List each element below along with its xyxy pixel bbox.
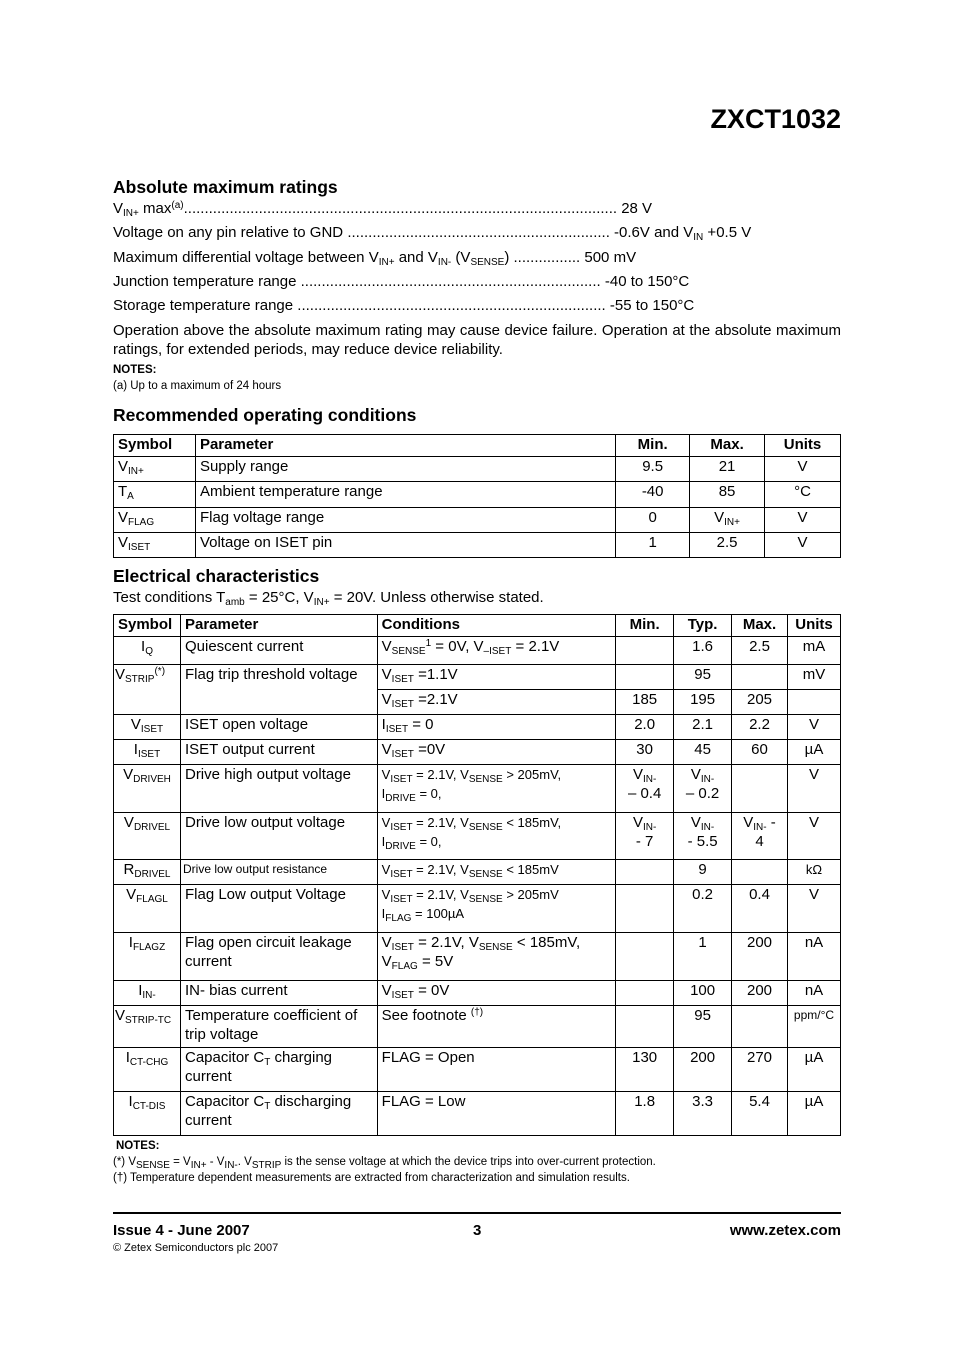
max-cell: 2.5: [732, 637, 788, 665]
amr-heading: Absolute maximum ratings: [113, 177, 338, 197]
conditions-cell: $V_{ISET} = 2.1V$, $V_{SENSE} < 185mV$, $I_{DRIVE} = 0$,: [377, 813, 616, 860]
symbol-cell: $I_{FLAGZ}$: [114, 933, 181, 981]
symbol-cell: $V_{FLAGL}$: [114, 885, 181, 933]
conditions-cell: $V_{ISET} = 2.1V$, $V_{SENSE} < 185mV$: [377, 860, 616, 885]
units-cell: nA: [788, 933, 841, 981]
parameter-cell: Ambient temperature range: [195, 482, 615, 508]
parameter-cell: Voltage on ISET pin: [195, 533, 615, 558]
max-cell: 200: [732, 933, 788, 981]
max-cell: [732, 765, 788, 813]
units-cell: ppm/°C: [788, 1006, 841, 1048]
col-header-min: Min.: [616, 615, 674, 637]
symbol-cell: $V_{IN+}$: [114, 457, 196, 482]
min-cell: [616, 933, 674, 981]
units-cell: mV: [788, 665, 841, 690]
max-cell: 0.4: [732, 885, 788, 933]
min-cell: 1: [616, 533, 690, 558]
min-cell: [616, 1006, 674, 1048]
col-header-units: Units: [788, 615, 841, 637]
col-header-symbol: Symbol: [114, 435, 196, 457]
max-cell: $V_{IN+}$: [690, 508, 765, 533]
conditions-cell: See footnote (†): [377, 1006, 616, 1048]
max-cell: 60: [732, 740, 788, 765]
symbol-cell: $I_Q$: [114, 637, 181, 665]
parameter-cell: Flag trip threshold voltage: [180, 665, 377, 715]
units-cell: V: [765, 533, 841, 558]
parameter-cell: Capacitor $C_T$ discharging current: [180, 1092, 377, 1136]
units-cell: nA: [788, 981, 841, 1006]
max-cell: 21: [690, 457, 765, 482]
typ-cell: 45: [674, 740, 732, 765]
table-row: [114, 508, 841, 533]
conditions-cell: $V_{ISET} = 2.1V$, $V_{SENSE} > 205mV$, $I_{DRIVE} = 0$,: [377, 765, 616, 813]
conditions-cell: $V_{ISET} =0V$: [377, 740, 616, 765]
footer-copyright: © Zetex Semiconductors plc 2007: [113, 1242, 279, 1254]
min-cell: -40: [616, 482, 690, 508]
table-row: [114, 1092, 841, 1136]
max-cell: 200: [732, 981, 788, 1006]
conditions-cell: $V_{ISET} = 2.1V$, $V_{SENSE} < 185mV$, $V_{FLAG} = 5V$: [377, 933, 616, 981]
col-header-typ: Typ.: [674, 615, 732, 637]
footer-issue: Issue 4 - June 2007: [113, 1222, 250, 1239]
parameter-cell: Quiescent current: [180, 637, 377, 665]
typ-cell: 1.6: [674, 637, 732, 665]
max-cell: [732, 665, 788, 690]
units-cell: kΩ: [788, 860, 841, 885]
parameter-cell: Flag Low output Voltage: [180, 885, 377, 933]
symbol-cell: $I_{CT-DIS}$: [114, 1092, 181, 1136]
parameter-cell: Flag open circuit leakage current: [180, 933, 377, 981]
parameter-cell: Temperature coefficient of trip voltage: [180, 1006, 377, 1048]
max-cell: 205: [732, 690, 788, 715]
units-cell: V: [788, 765, 841, 813]
conditions-cell: FLAG = Low: [377, 1092, 616, 1136]
min-cell: [616, 885, 674, 933]
ec-notes-heading: NOTES:: [116, 1140, 160, 1152]
conditions-cell: $V_{ISET} =1.1V$: [377, 665, 616, 690]
max-cell: 2.5: [690, 533, 765, 558]
col-header-max: Max.: [690, 435, 765, 457]
min-cell: 30: [616, 740, 674, 765]
units-cell: V: [765, 457, 841, 482]
amr-row-storage-temp: Storage temperature range .......................................................................... -55 to 150°C: [113, 297, 695, 314]
parameter-cell: ISET output current: [180, 740, 377, 765]
conditions-cell: $V_{ISET} = 0V$: [377, 981, 616, 1006]
typ-cell: $V_{IN-}$ – 0.2: [674, 765, 732, 813]
symbol-cell: $V_{DRIVEL}$: [114, 813, 181, 860]
min-cell: 9.5: [616, 457, 690, 482]
amr-row-diff-voltage: Maximum differential voltage between $V_{IN+}$ and $V_{IN-}$ $(V_{SENSE})$ ................ 500 mV: [113, 249, 637, 268]
conditions-cell: $V_{ISET} =2.1V$: [377, 690, 616, 715]
symbol-cell: $V_{STRIP}^{(*)}$: [114, 665, 181, 715]
footer-website-link[interactable]: www.zetex.com: [729, 1222, 841, 1239]
units-cell: [788, 690, 841, 715]
typ-cell: 9: [674, 860, 732, 885]
table-header-row: [114, 435, 841, 457]
typ-cell: 95: [674, 665, 732, 690]
table-row: [114, 765, 841, 813]
max-cell: 5.4: [732, 1092, 788, 1136]
parameter-cell: Capacitor $C_T$ charging current: [180, 1048, 377, 1092]
col-header-parameter: Parameter: [180, 615, 377, 637]
max-cell: 85: [690, 482, 765, 508]
min-cell: [616, 637, 674, 665]
parameter-cell: IN- bias current: [180, 981, 377, 1006]
symbol-cell: $V_{DRIVEH}$: [114, 765, 181, 813]
ec-table: [113, 614, 841, 1136]
table-row: [114, 885, 841, 933]
table-row: [114, 1048, 841, 1092]
max-cell: [732, 860, 788, 885]
col-header-conditions: Conditions: [377, 615, 616, 637]
typ-cell: 1: [674, 933, 732, 981]
footer-page-number: 3: [473, 1222, 482, 1239]
parameter-cell: Drive low output resistance: [180, 860, 377, 885]
footer-divider: [113, 1212, 841, 1214]
page-title: ZXCT1032: [710, 104, 841, 134]
symbol-cell: $V_{ISET}$: [114, 533, 196, 558]
table-row: [114, 482, 841, 508]
ec-note-star: (*) $V_{SENSE} = V_{IN+} - V_{IN-}$. $V_{STRIP}$ is the sense voltage at which the device trips into over-current protection.: [113, 1156, 656, 1171]
amr-row-vin-max: $V_{IN+}$ $\max^{(a)}$........................................................................................................ 28 V: [113, 200, 653, 219]
amr-row-pin-voltage: Voltage on any pin relative to GND ............................................................... -0.6V and $V_{IN} +0.5$ V: [113, 224, 752, 243]
symbol-cell: $V_{STRIP-TC}$: [114, 1006, 181, 1048]
units-cell: °C: [765, 482, 841, 508]
table-header-row: [114, 615, 841, 637]
units-cell: µA: [788, 740, 841, 765]
col-header-symbol: Symbol: [114, 615, 181, 637]
amr-notes-heading: NOTES:: [113, 364, 157, 376]
table-row: [114, 715, 841, 740]
symbol-cell: $T_A$: [114, 482, 196, 508]
col-header-parameter: Parameter: [195, 435, 615, 457]
table-row: [114, 860, 841, 885]
col-header-min: Min.: [616, 435, 690, 457]
min-cell: $V_{IN-}$ - 7: [616, 813, 674, 860]
col-header-max: Max.: [732, 615, 788, 637]
symbol-cell: $V_{FLAG}$: [114, 508, 196, 533]
ec-test-conditions: Test conditions $T_{amb} = 25^\circ C$, $V_{IN+} = 20V$. Unless otherwise stated.: [113, 589, 544, 608]
table-row: [114, 637, 841, 665]
table-row: [114, 981, 841, 1006]
typ-cell: 0.2: [674, 885, 732, 933]
symbol-cell: $I_{IN-}$: [114, 981, 181, 1006]
min-cell: [616, 981, 674, 1006]
table-row: [114, 665, 841, 690]
table-row: [114, 813, 841, 860]
units-cell: µA: [788, 1048, 841, 1092]
parameter-cell: Drive low output voltage: [180, 813, 377, 860]
col-header-units: Units: [765, 435, 841, 457]
roc-table: [113, 434, 841, 558]
min-cell: 2.0: [616, 715, 674, 740]
table-row: [114, 533, 841, 558]
table-row: [114, 933, 841, 981]
parameter-cell: Supply range: [195, 457, 615, 482]
typ-cell: 3.3: [674, 1092, 732, 1136]
conditions-cell: $V_{SENSE}^1 = 0V$, $V_{-ISET} = 2.1V$: [377, 637, 616, 665]
ec-heading: Electrical characteristics: [113, 566, 320, 586]
units-cell: V: [765, 508, 841, 533]
max-cell: 270: [732, 1048, 788, 1092]
symbol-cell: $V_{ISET}$: [114, 715, 181, 740]
min-cell: $V_{IN-}$ – 0.4: [616, 765, 674, 813]
parameter-cell: Drive high output voltage: [180, 765, 377, 813]
symbol-cell: $I_{CT-CHG}$: [114, 1048, 181, 1092]
units-cell: V: [788, 813, 841, 860]
roc-heading: Recommended operating conditions: [113, 405, 417, 425]
min-cell: 185: [616, 690, 674, 715]
min-cell: 130: [616, 1048, 674, 1092]
units-cell: µA: [788, 1092, 841, 1136]
min-cell: [616, 860, 674, 885]
ec-note-dagger: (†) Temperature dependent measurements are extracted from characterization and simulation results.: [113, 1172, 630, 1184]
table-row: [114, 740, 841, 765]
table-row: [114, 457, 841, 482]
typ-cell: 100: [674, 981, 732, 1006]
max-cell: 2.2: [732, 715, 788, 740]
units-cell: mA: [788, 637, 841, 665]
conditions-cell: FLAG = Open: [377, 1048, 616, 1092]
units-cell: V: [788, 885, 841, 933]
table-row: [114, 1006, 841, 1048]
typ-cell: 95: [674, 1006, 732, 1048]
conditions-cell: $I_{ISET} = 0$: [377, 715, 616, 740]
amr-warning-paragraph: Operation above the absolute maximum rating may cause device failure. Operation at the absolute maximum ratings, for extended periods, may reduce device reliability.: [113, 322, 841, 358]
typ-cell: 195: [674, 690, 732, 715]
typ-cell: $V_{IN-}$ - 5.5: [674, 813, 732, 860]
parameter-cell: Flag voltage range: [195, 508, 615, 533]
typ-cell: 2.1: [674, 715, 732, 740]
parameter-cell: ISET open voltage: [180, 715, 377, 740]
typ-cell: 200: [674, 1048, 732, 1092]
max-cell: $V_{IN-}$ - 4: [732, 813, 788, 860]
amr-note-a: (a) Up to a maximum of 24 hours: [113, 380, 282, 392]
min-cell: [616, 665, 674, 690]
amr-row-junction-temp: Junction temperature range ........................................................................ -40 to 150°C: [113, 273, 690, 290]
symbol-cell: $I_{ISET}$: [114, 740, 181, 765]
conditions-cell: $V_{ISET} = 2.1V$, $V_{SENSE} > 205mV$ $I_{FLAG} = 100\mu A$: [377, 885, 616, 933]
units-cell: V: [788, 715, 841, 740]
min-cell: 0: [616, 508, 690, 533]
max-cell: [732, 1006, 788, 1048]
symbol-cell: $R_{DRIVEL}$: [114, 860, 181, 885]
min-cell: 1.8: [616, 1092, 674, 1136]
